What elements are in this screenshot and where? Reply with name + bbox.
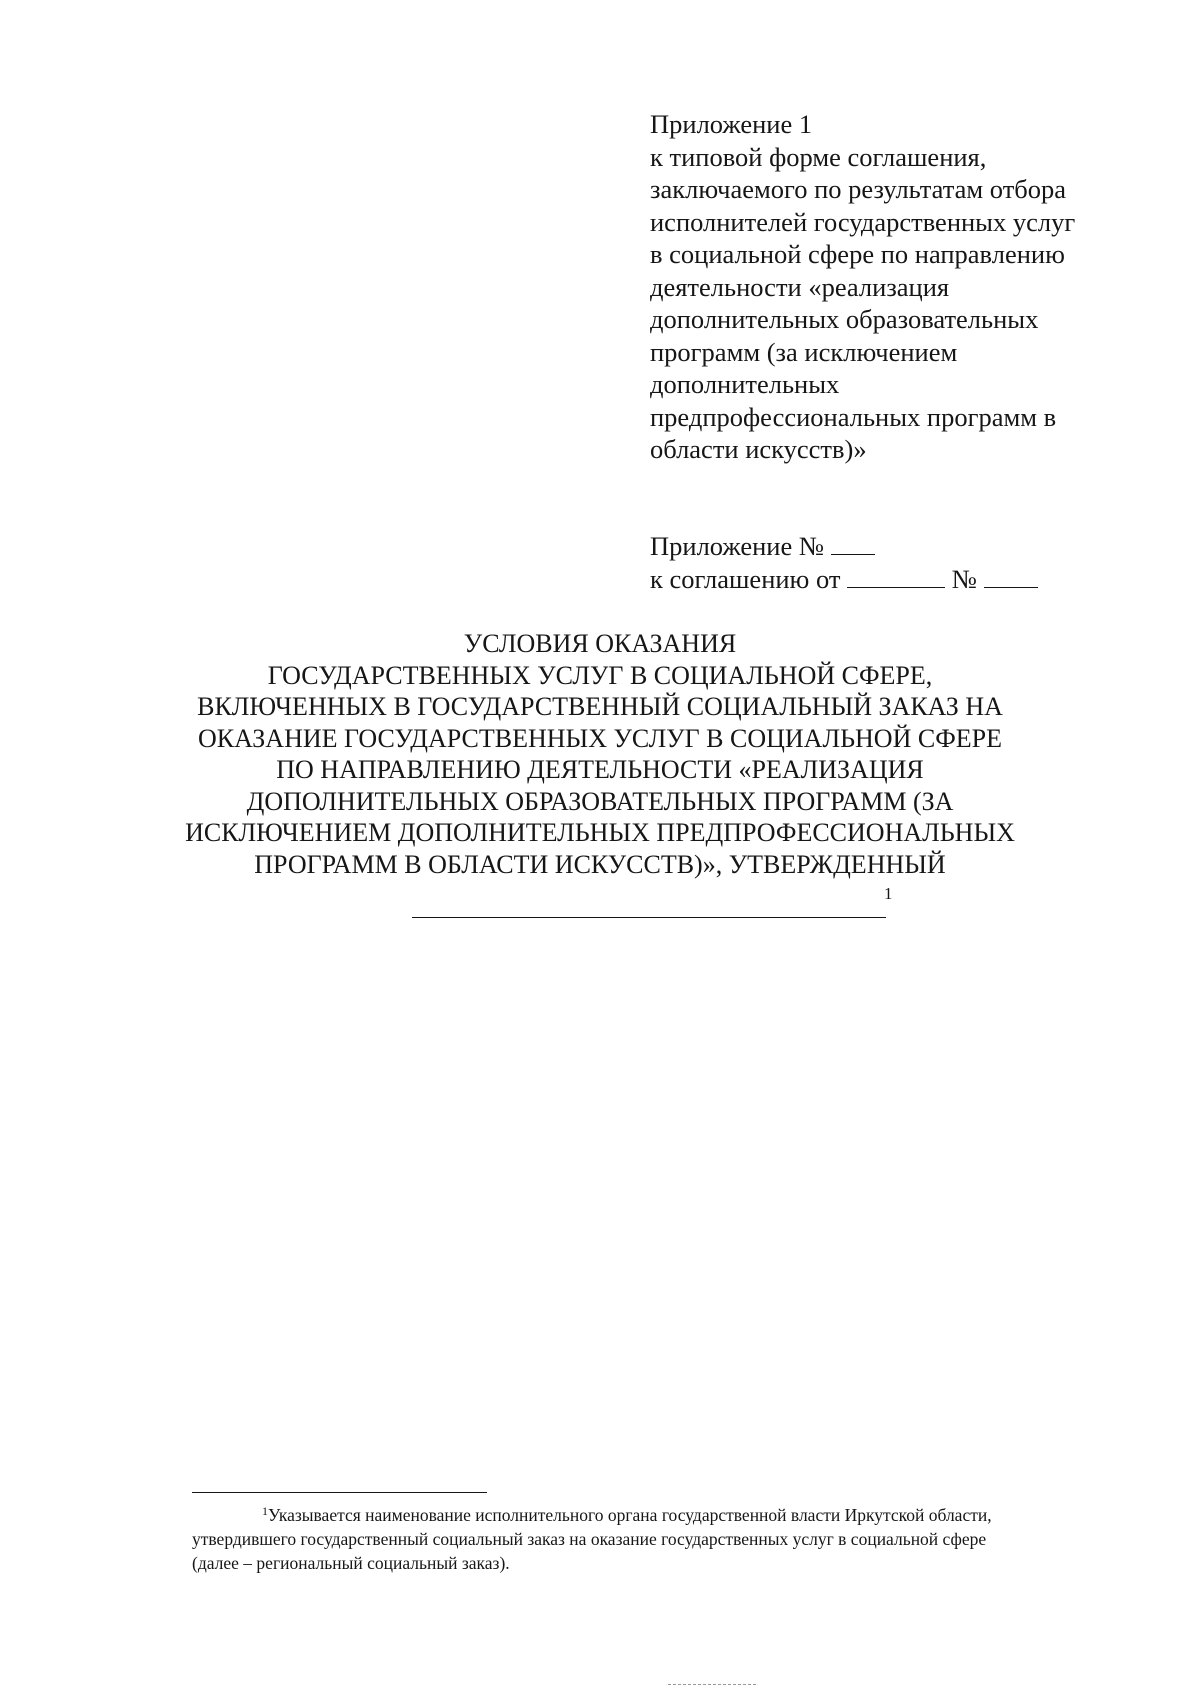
heading-line: ГОСУДАРСТВЕННЫХ УСЛУГ В СОЦИАЛЬНОЙ СФЕРЕ,: [267, 660, 933, 690]
heading-line: ВКЛЮЧЕННЫХ В ГОСУДАРСТВЕННЫЙ СОЦИАЛЬНЫЙ ЗАКАЗ НА: [197, 692, 1003, 721]
footnote-text: Указывается наименование исполнительного органа государственной власти Иркутской области,: [268, 1505, 992, 1525]
agreement-from-label: к соглашению от: [650, 564, 841, 594]
footnote-line: утвердившего государственный социальный заказ на оказание государственных услуг в социальной сфере: [192, 1529, 987, 1549]
appendix-number-label: Приложение №: [650, 531, 825, 561]
appendix-line: деятельности «реализация: [650, 271, 950, 302]
appendix-number-line: [650, 530, 1120, 563]
appendix-line: предпрофессиональных программ в: [650, 401, 1057, 432]
agreement-date-line: [650, 563, 1120, 596]
appendix-line: к типовой форме соглашения,: [650, 141, 987, 172]
footnote-marker: 1: [262, 1504, 268, 1518]
appendix-line: области искусств)»: [650, 434, 867, 464]
heading-line: ДОПОЛНИТЕЛЬНЫХ ОБРАЗОВАТЕЛЬНЫХ ПРОГРАММ (ЗА: [246, 786, 954, 816]
appendix-line: исполнителей государственных услуг: [650, 206, 1076, 237]
appendix-line: Приложение 1: [650, 109, 813, 139]
approver-name-blank-line: [412, 917, 886, 918]
agreement-reference-block: [650, 530, 1120, 596]
heading-line: ПРОГРАММ В ОБЛАСТИ ИСКУССТВ)», УТВЕРЖДЕННЫЙ: [254, 849, 946, 879]
footnote-reference-mark: 1: [884, 884, 893, 903]
heading-line: ПО НАПРАВЛЕНИЮ ДЕЯТЕЛЬНОСТИ «РЕАЛИЗАЦИЯ: [276, 755, 924, 784]
scan-artifact-mark: [668, 1684, 756, 1685]
appendix-line: программ (за исключением: [650, 336, 958, 367]
heading-line: ОКАЗАНИЕ ГОСУДАРСТВЕННЫХ УСЛУГ В СОЦИАЛЬНОЙ СФЕРЕ: [198, 723, 1002, 753]
appendix-line: дополнительных: [650, 369, 840, 399]
agreement-date-blank: [847, 565, 945, 588]
footnote-line: [192, 1503, 1122, 1527]
appendix-line: в социальной сфере по направлению: [650, 239, 1065, 269]
footnote: [192, 1503, 1122, 1575]
agreement-number-sign: №: [951, 564, 978, 594]
appendix-reference-block: [650, 108, 1120, 466]
appendix-line: заключаемого по результатам отбора: [650, 174, 1067, 204]
footnote-separator: [192, 1492, 487, 1493]
document-heading: [150, 628, 1050, 880]
agreement-number-blank: [984, 565, 1038, 588]
heading-line: ИСКЛЮЧЕНИЕМ ДОПОЛНИТЕЛЬНЫХ ПРЕДПРОФЕССИОНАЛЬНЫХ: [185, 818, 1015, 847]
heading-line: УСЛОВИЯ ОКАЗАНИЯ: [463, 629, 737, 658]
appendix-number-blank: [831, 532, 875, 555]
appendix-line: дополнительных образовательных: [650, 304, 1039, 334]
footnote-line: (далее – региональный социальный заказ).: [192, 1553, 510, 1573]
